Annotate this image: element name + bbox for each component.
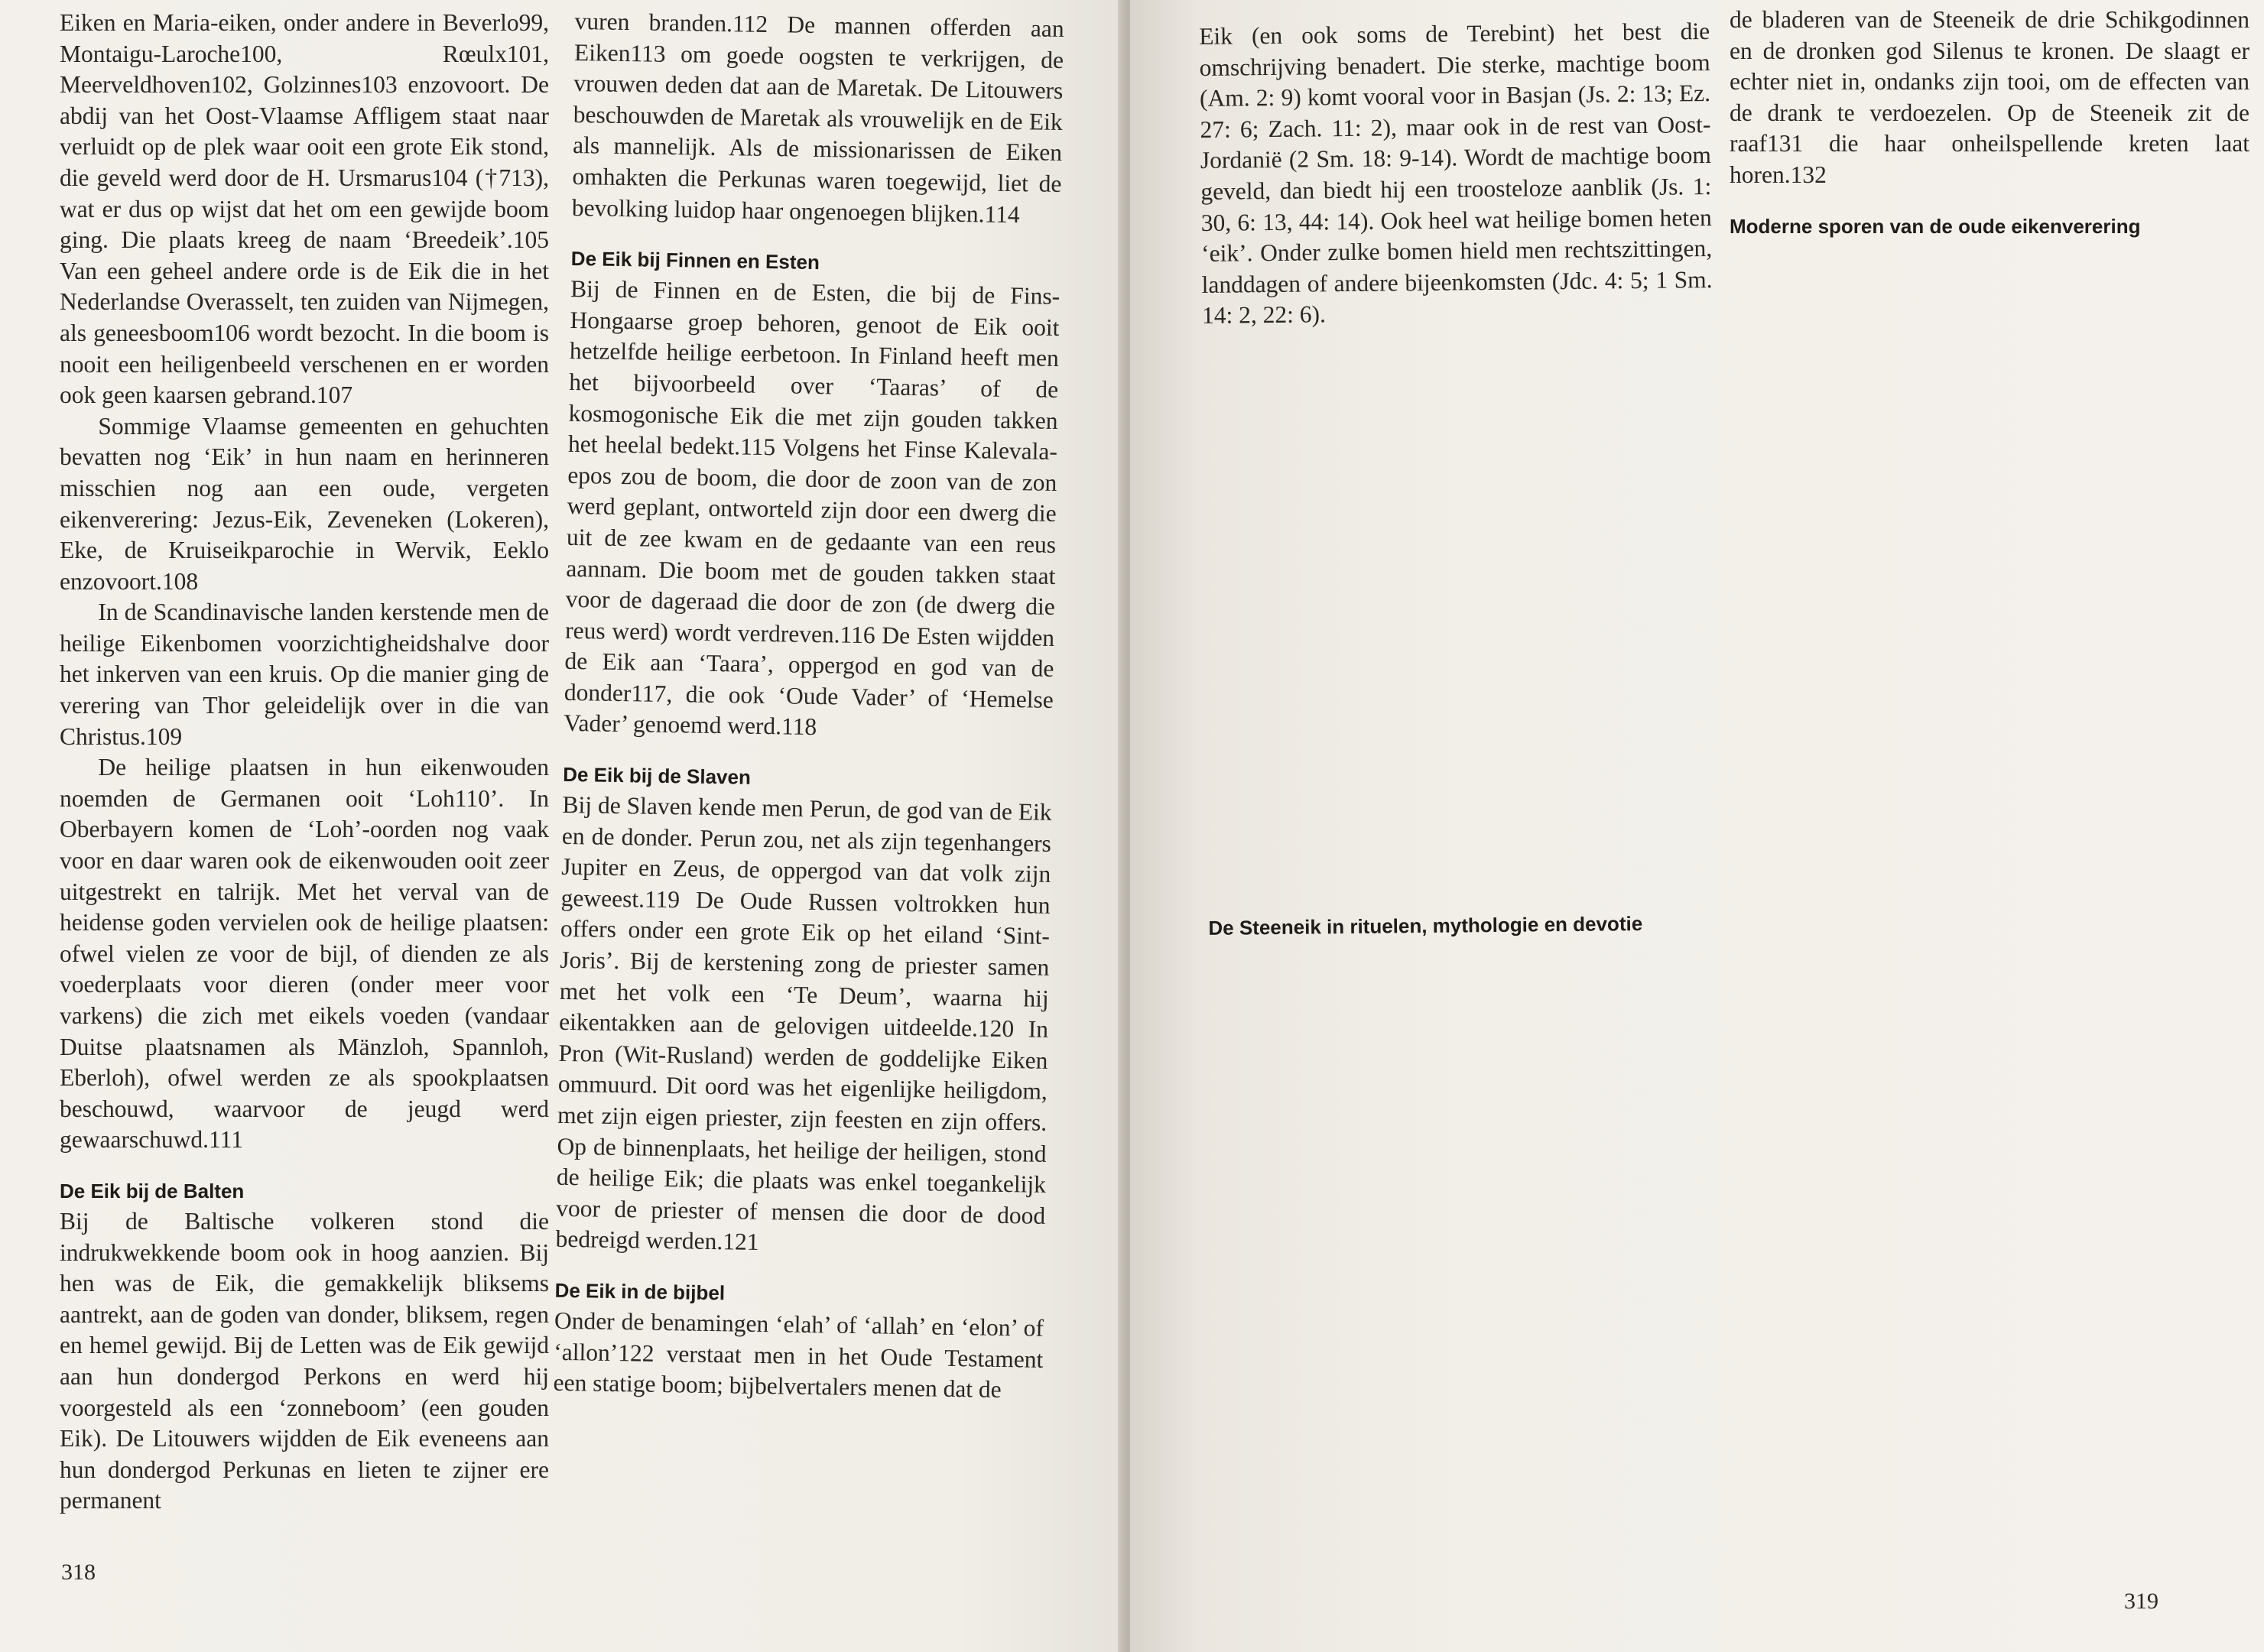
paragraph: Onder de benamingen ‘elah’ of ‘allah’ en ‘elon’ of ‘allon’122 verstaat men in het Oude Testament een statige boom; bijbelvertalers menen dat de — [553, 1306, 1044, 1404]
column-4 — [1730, 5, 2249, 242]
section-heading: De Steeneik in rituelen, mythologie en devotie — [1208, 911, 1643, 940]
paragraph: Eiken en Maria-eiken, onder andere in Beverlo99, Montaigu-Laroche100, Rœulx101, Meerveldhoven102, Golzinnes103 enzovoort. De abdij van het Oost-Vlaamse Affligem staat naar verluidt op de plek waar ooit een grote Eik stond, die geveld werd door de H. Ursmarus104 (†713), wat er dus op wijst dat het om een gewijde boom ging. Die plaats kreeg de naam ‘Breedeik’.105 Van een geheel andere orde is de Eik die in het Nederlandse Overasselt, ten zuiden van Nijmegen, als geneesboom106 wordt bezocht. In die boom is nooit een heiligenbeeld verschenen en er worden ook geen kaarsen gebrand.107 — [60, 9, 549, 409]
page-number: 319 — [2124, 1589, 2158, 1614]
section-heading: De Eik bij de Slaven — [562, 762, 752, 789]
paragraph: Bij de Finnen en de Esten, die bij de Fins-Hongaarse groep behoren, genoot de Eik ooit hetzelfde heilige eerbetoon. In Finland heeft men het bijvoorbeeld over ‘Taaras’ of de kosmogonische Eik die met zijn gouden takken het heelal bedekt.115 Volgens het Finse Kalevala-epos zou de boom, die door de zoon van de zon werd geplant, ontworteld zijn door een dwerg die uit de zee kwam en de gedaante van een reus aannam. Die boom met de gouden takken staat voor de dageraad die door de zon (de dwerg die reus werd) wordt verdreven.116 De Esten wijdden de Eik aan ‘Taara’, oppergod en god van de donder117, die ook ‘Oude Vader’ of ‘Hemelse Vader’ genoemd werd.118 — [563, 275, 1061, 741]
section-heading: Moderne sporen van de oude eikenverering — [1730, 214, 2141, 238]
paragraph: Bij de Slaven kende men Perun, de god van de Eik en de donder. Perun zou, net als zijn tegenhangers Jupiter en Zeus, de oppergod van dat volk zijn geweest.119 De Oude Russen voltrokken hun offers onder een grote Eik op het eiland ‘Sint-Joris’. Bij de kerstening zong de priester samen met het volk een ‘Te Deum’, waarna hij eikentakken aan de gelovigen uitdeelde.120 In Pron (Wit-Rusland) werden de goddelijke Eiken ommuurd. Dit oord was het eigenlijke heiligdom, met zijn eigen priester, zijn feesten en zijn offers. Op de binnenplaats, het heilige der heiligen, stond de heilige Eik; die plaats was enkel toegankelijk voor de priester of mensen die door de dood bedreigd werden.121 — [555, 790, 1052, 1256]
section-heading: De Eik in de bijbel — [554, 1278, 726, 1305]
paragraph: vuren branden.112 De mannen offerden aan Eiken113 om goede oogsten te verkrijgen, de vrouwen deden dat aan de Maretak. De Litouwers beschouwden de Maretak als vrouwelijk en de Eik als mannelijk. Als de missionarissen de Eiken omhakten die Perkunas waren toegewijd, liet de bevolking luidop haar ongenoegen blijken.114 — [571, 7, 1064, 228]
column-3 — [1199, 16, 1720, 943]
paragraph: In de Scandinavische landen kerstende men de heilige Eikenbomen voorzichtigheidshalve door het inkerven van een kruis. Op die manier ging de verering van Thor geleidelijk over in die van Christus.109 — [60, 599, 549, 750]
paragraph: Eik (en ook soms de Terebint) het best die omschrijving benadert. Die sterke, machtige boom (Am. 2: 9) komt vooral voor in Basjan (Js. 2: 13; Ez. 27: 6; Zach. 11: 2), maar ook in de rest van Oost-Jordanië (2 Sm. 18: 9-14). Wordt de machtige boom geveld, dan biedt hij een troosteloze aanblik (Js. 1: 30, 6: 13, 44: 14). Ook heel wat heilige bomen heten ‘eik’. Onder zulke bomen hield men rechtszittingen, landdagen of andere bijeenkomsten (Jdc. 4: 5; 1 Sm. 14: 2, 22: 6). — [1199, 18, 1713, 329]
paragraph: de bladeren van de Steeneik de drie Schikgodinnen en de dronken god Silenus te kronen. De slaagt er echter niet in, ondanks zijn tooi, om de effecten van de drank te verdoezelen. Op de Steeneik zit de raaf131 die haar onheilspellende kreten laat horen.132 — [1730, 6, 2249, 188]
paragraph: Bij de Baltische volkeren stond die indrukwekkende boom ook in hoog aanzien. Bij hen was de Eik, die gemakkelijk bliksems aantrekt, aan de goden van donder, bliksem, regen en hemel gewijd. Bij de Letten was de Eik gewijd aan hun dondergod Perkons en werd hij voorgesteld als een ‘zonneboom’ (een gouden Eik). De Litouwers wijdden de Eik eveneens aan hun dondergod Perkunas en lieten te zijner ere permanent — [60, 1207, 549, 1514]
column-2 — [553, 6, 1064, 1407]
paragraph: De heilige plaatsen in hun eikenwouden noemden de Germanen ooit ‘Loh110’. In Oberbayern komen de ‘Loh’-oorden nog vaak voor en daar waren ook de eikenwouden ooit zeer uitgestrekt en talrijk. Met het verval van de heidense goden vervielen ook de heilige plaatsen: ofwel vielen ze voor de bijl, of dienden ze als voederplaats voor dieren (onder meer voor varkens) die zich met eikels voeden (vandaar Duitse plaatsnamen als Mänzloh, Spannloh, Eberloh), ofwel werden ze als spookplaatsen beschouwd, waarvoor de jeugd werd gewaarschuwd.111 — [60, 754, 549, 1154]
left-page — [0, 0, 1124, 1652]
section-heading: De Eik bij Finnen en Esten — [570, 247, 820, 274]
section-heading: De Eik bij de Balten — [60, 1179, 245, 1202]
page-number: 318 — [61, 1560, 96, 1585]
paragraph: Sommige Vlaamse gemeenten en gehuchten bevatten nog ‘Eik’ in hun naam en herinneren misschien nog aan een oude, vergeten eikenverering: Jezus-Eik, Zeveneken (Lokeren), Eke, de Kruiseikparochie in Wervik, Eeklo enzovoort.108 — [60, 412, 549, 595]
column-1 — [60, 8, 549, 1517]
